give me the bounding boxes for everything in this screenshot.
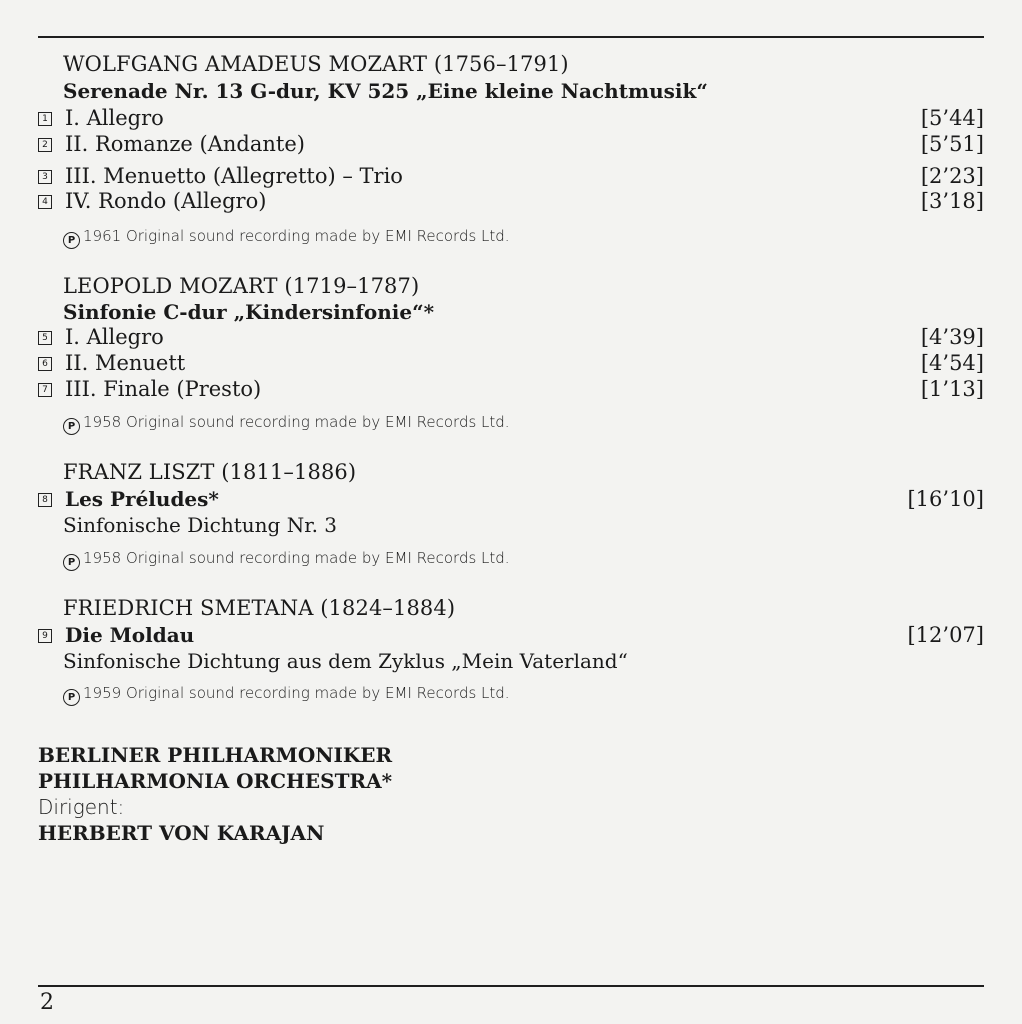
copyright-text: 1959 Original sound recording made by EMI Records Ltd. bbox=[83, 684, 510, 702]
copyright-notice bbox=[63, 549, 510, 571]
track-row bbox=[38, 106, 984, 132]
conductor-name: HERBERT VON KARAJAN bbox=[38, 821, 325, 845]
track-duration: [4’39] bbox=[920, 325, 984, 349]
phonogram-icon: P bbox=[63, 232, 80, 249]
orchestra-name: BERLINER PHILHARMONIKER bbox=[38, 743, 393, 767]
track-duration: [12’07] bbox=[907, 623, 984, 647]
track-number: 6 bbox=[38, 357, 52, 371]
track-duration: [4’54] bbox=[920, 351, 984, 375]
page-number: 2 bbox=[40, 990, 54, 1015]
work-title: Sinfonie C-dur „Kindersinfonie“* bbox=[63, 300, 435, 324]
track-title: Les Préludes* bbox=[65, 487, 219, 511]
copyright-notice bbox=[63, 413, 510, 435]
track-row bbox=[38, 164, 984, 190]
track-number: 9 bbox=[38, 629, 52, 643]
phonogram-icon: P bbox=[63, 689, 80, 706]
track-row bbox=[38, 377, 984, 403]
credits bbox=[38, 742, 392, 846]
work-subtitle: Sinfonische Dichtung aus dem Zyklus „Mein Vaterland“ bbox=[63, 649, 628, 673]
copyright-text: 1958 Original sound recording made by EMI Records Ltd. bbox=[83, 549, 510, 567]
track-row bbox=[38, 351, 984, 377]
conductor-label: Dirigent: bbox=[38, 795, 125, 819]
track-title: II. Romanze (Andante) bbox=[65, 132, 305, 156]
track-duration: [5’51] bbox=[920, 132, 984, 156]
track-number: 4 bbox=[38, 195, 52, 209]
track-number: 8 bbox=[38, 493, 52, 507]
copyright-text: 1958 Original sound recording made by EMI Records Ltd. bbox=[83, 413, 510, 431]
track-number: 2 bbox=[38, 138, 52, 152]
bottom-rule bbox=[38, 985, 984, 987]
orchestra-name: PHILHARMONIA ORCHESTRA* bbox=[38, 769, 393, 793]
composer-heading: FRANZ LISZT (1811–1886) bbox=[63, 460, 357, 484]
copyright-notice bbox=[63, 684, 510, 706]
track-row bbox=[38, 132, 984, 158]
track-title: I. Allegro bbox=[65, 106, 164, 130]
track-title: IV. Rondo (Allegro) bbox=[65, 189, 267, 213]
track-duration: [5’44] bbox=[920, 106, 984, 130]
track-title: III. Finale (Presto) bbox=[65, 377, 262, 401]
composer-heading: FRIEDRICH SMETANA (1824–1884) bbox=[63, 596, 456, 620]
top-rule bbox=[38, 36, 984, 38]
track-row bbox=[38, 325, 984, 351]
track-duration: [3’18] bbox=[920, 189, 984, 213]
track-title: I. Allegro bbox=[65, 325, 164, 349]
track-title: Die Moldau bbox=[65, 623, 195, 647]
work-title: Serenade Nr. 13 G-dur, KV 525 „Eine kleine Nachtmusik“ bbox=[63, 79, 708, 103]
composer-heading: WOLFGANG AMADEUS MOZART (1756–1791) bbox=[63, 52, 569, 76]
track-number: 7 bbox=[38, 383, 52, 397]
track-number: 1 bbox=[38, 112, 52, 126]
copyright-text: 1961 Original sound recording made by EMI Records Ltd. bbox=[83, 227, 510, 245]
track-row bbox=[38, 189, 984, 215]
track-number: 5 bbox=[38, 331, 52, 345]
phonogram-icon: P bbox=[63, 554, 80, 571]
work-subtitle: Sinfonische Dichtung Nr. 3 bbox=[63, 513, 338, 537]
composer-heading: LEOPOLD MOZART (1719–1787) bbox=[63, 274, 420, 298]
phonogram-icon: P bbox=[63, 418, 80, 435]
track-duration: [16’10] bbox=[907, 487, 984, 511]
track-title: II. Menuett bbox=[65, 351, 186, 375]
track-row bbox=[38, 623, 984, 649]
track-duration: [2’23] bbox=[920, 164, 984, 188]
track-duration: [1’13] bbox=[920, 377, 984, 401]
track-row bbox=[38, 487, 984, 513]
track-number: 3 bbox=[38, 170, 52, 184]
track-title: III. Menuetto (Allegretto) – Trio bbox=[65, 164, 403, 188]
copyright-notice bbox=[63, 227, 510, 249]
